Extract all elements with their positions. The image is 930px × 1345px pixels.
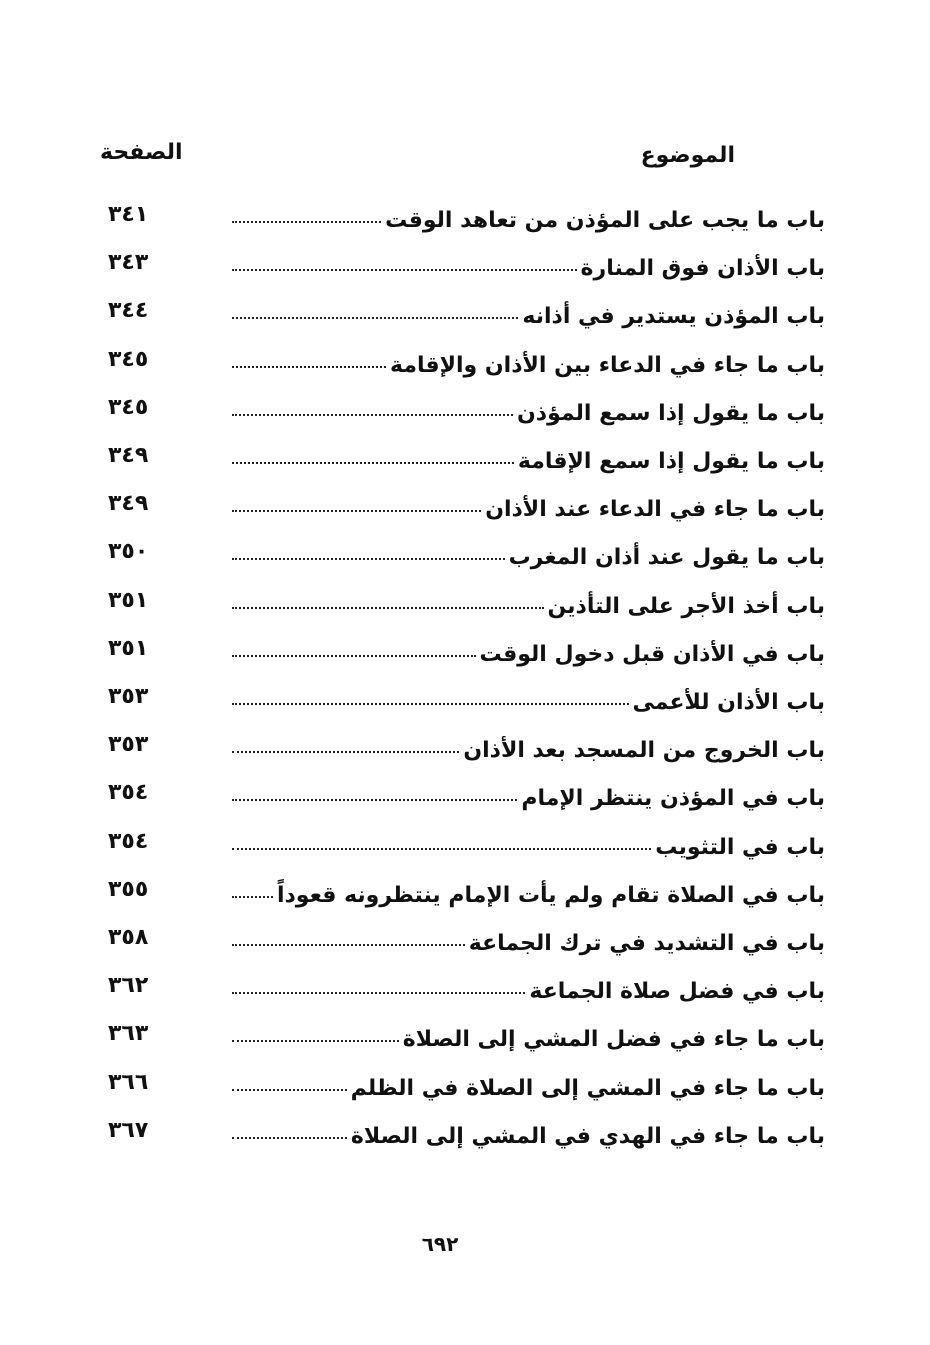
toc-entry — [232, 594, 825, 619]
toc-entry — [232, 449, 825, 474]
toc-entry — [232, 931, 825, 956]
dot-leader — [232, 991, 525, 994]
toc-entry-page: ٣٤٩ — [108, 491, 149, 517]
toc-row — [0, 877, 930, 925]
toc-row — [0, 250, 930, 298]
toc-row — [0, 443, 930, 491]
toc-row — [0, 684, 930, 732]
toc-entry-page: ٣٤١ — [108, 202, 149, 227]
toc-row — [0, 539, 930, 587]
dot-leader — [232, 413, 513, 416]
toc-entry-page: ٣٥٣ — [108, 684, 149, 709]
toc-row — [0, 780, 930, 828]
dot-leader — [232, 1039, 399, 1042]
dot-leader — [232, 798, 517, 801]
toc-entry-page: ٣٦٣ — [108, 1021, 149, 1047]
toc-entry-page: ٣٦٢ — [108, 973, 149, 999]
toc-entry-title: باب ما جاء في الهدي في المشي إلى الصلاة — [350, 1123, 825, 1149]
toc-row — [0, 732, 930, 780]
toc-entry-page: ٣٤٥ — [108, 394, 149, 420]
toc-entry — [232, 497, 825, 522]
toc-entry-title: باب في التشديد في ترك الجماعة — [468, 931, 825, 956]
toc-entry-title: باب ما جاء في المشي إلى الصلاة في الظلم — [350, 1075, 825, 1101]
page-number: ٦٩٢ — [421, 1232, 459, 1256]
dot-leader — [232, 557, 505, 560]
toc-row — [0, 347, 930, 395]
toc-entry-title: باب في الأذان قبل دخول الوقت — [479, 641, 825, 667]
toc-entry — [232, 545, 825, 570]
dot-leader — [232, 220, 381, 223]
toc-entry-page: ٣٤٤ — [108, 298, 149, 324]
toc-row — [0, 298, 930, 346]
toc-entry — [232, 401, 825, 426]
toc-entry — [232, 642, 825, 667]
toc-entry-page: ٣٤٣ — [108, 250, 149, 276]
toc-entry — [232, 304, 825, 329]
toc-row — [0, 491, 930, 539]
toc-entry-title: باب ما يقول إذا سمع المؤذن — [517, 400, 825, 426]
dot-leader — [232, 461, 514, 464]
toc-entry-title: باب الأذان فوق المنارة — [580, 256, 825, 282]
toc-entry-page: ٣٦٧ — [108, 1117, 149, 1143]
page-column-header: الصفحة — [100, 140, 183, 165]
toc-entry — [232, 1027, 825, 1052]
toc-entry-title: باب المؤذن يستدير في أذانه — [522, 304, 825, 330]
toc-entry — [232, 835, 825, 860]
toc-entry — [232, 786, 825, 811]
toc-entry-title: باب ما جاء في فضل المشي إلى الصلاة — [402, 1027, 825, 1053]
toc-row — [0, 1070, 930, 1118]
toc-entry — [232, 256, 825, 281]
dot-leader — [232, 1088, 347, 1091]
toc-entry — [232, 979, 825, 1004]
toc-entry-title: باب في فضل صلاة الجماعة — [529, 979, 825, 1005]
toc-row — [0, 829, 930, 877]
toc-entry-title: باب في التثويب — [655, 834, 825, 860]
toc-entry-title: باب في المؤذن ينتظر الإمام — [521, 786, 825, 812]
toc-entry-page: ٣٥٤ — [108, 828, 149, 854]
toc-row — [0, 395, 930, 443]
toc-entry-title: باب في الصلاة تقام ولم يأت الإمام ينتظرونه قعوداً — [276, 882, 825, 908]
dot-leader — [232, 943, 465, 946]
toc-row — [0, 1021, 930, 1069]
toc-entry — [232, 353, 825, 378]
toc-entry-title: باب ما يقول عند أذان المغرب — [508, 545, 825, 571]
toc-entry-page: ٣٥٥ — [108, 876, 149, 902]
toc-row — [0, 925, 930, 973]
toc-entry-title: باب ما جاء في الدعاء بين الأذان والإقامة — [390, 352, 825, 378]
toc-entry — [232, 1124, 825, 1149]
toc-entry-title: باب أخذ الأجر على التأذين — [547, 593, 825, 619]
toc-entry-title: باب الأذان للأعمى — [632, 690, 825, 715]
toc-entry-page: ٣٤٩ — [108, 443, 149, 468]
dot-leader — [232, 606, 544, 609]
toc-entry-page: ٣٥٠ — [108, 539, 149, 565]
toc-entry — [232, 1076, 825, 1101]
topic-column-header: الموضوع — [640, 143, 735, 168]
toc-entry-page: ٣٦٦ — [108, 1069, 149, 1095]
toc-entry-title: باب ما جاء في الدعاء عند الأذان — [485, 497, 825, 523]
toc-entry — [232, 883, 825, 908]
toc-entry-page: ٣٥٨ — [108, 925, 149, 950]
toc-entry-page: ٣٥٤ — [108, 780, 149, 806]
toc-entry-title: باب الخروج من المسجد بعد الأذان — [463, 738, 825, 764]
dot-leader — [232, 750, 459, 753]
toc-row — [0, 636, 930, 684]
toc-row — [0, 1118, 930, 1166]
dot-leader — [232, 1136, 347, 1139]
toc-entry-page: ٣٤٥ — [108, 346, 149, 372]
toc-entry-title: باب ما يجب على المؤذن من تعاهد الوقت — [385, 208, 825, 233]
toc-entry-page: ٣٥١ — [108, 635, 149, 661]
toc-row — [0, 588, 930, 636]
toc-row — [0, 202, 930, 250]
dot-leader — [232, 316, 518, 319]
dot-leader — [232, 654, 476, 657]
toc-entry-page: ٣٥٣ — [108, 732, 149, 758]
dot-leader — [232, 895, 273, 898]
toc-entry — [232, 208, 825, 233]
dot-leader — [232, 509, 481, 512]
toc-entry-title: باب ما يقول إذا سمع الإقامة — [517, 449, 825, 474]
dot-leader — [232, 268, 577, 271]
toc-row — [0, 973, 930, 1021]
dot-leader — [232, 365, 386, 368]
dot-leader — [232, 702, 629, 705]
toc-entry — [232, 690, 825, 715]
toc-entry-page: ٣٥١ — [108, 587, 149, 613]
dot-leader — [232, 847, 651, 850]
toc-entry — [232, 738, 825, 763]
